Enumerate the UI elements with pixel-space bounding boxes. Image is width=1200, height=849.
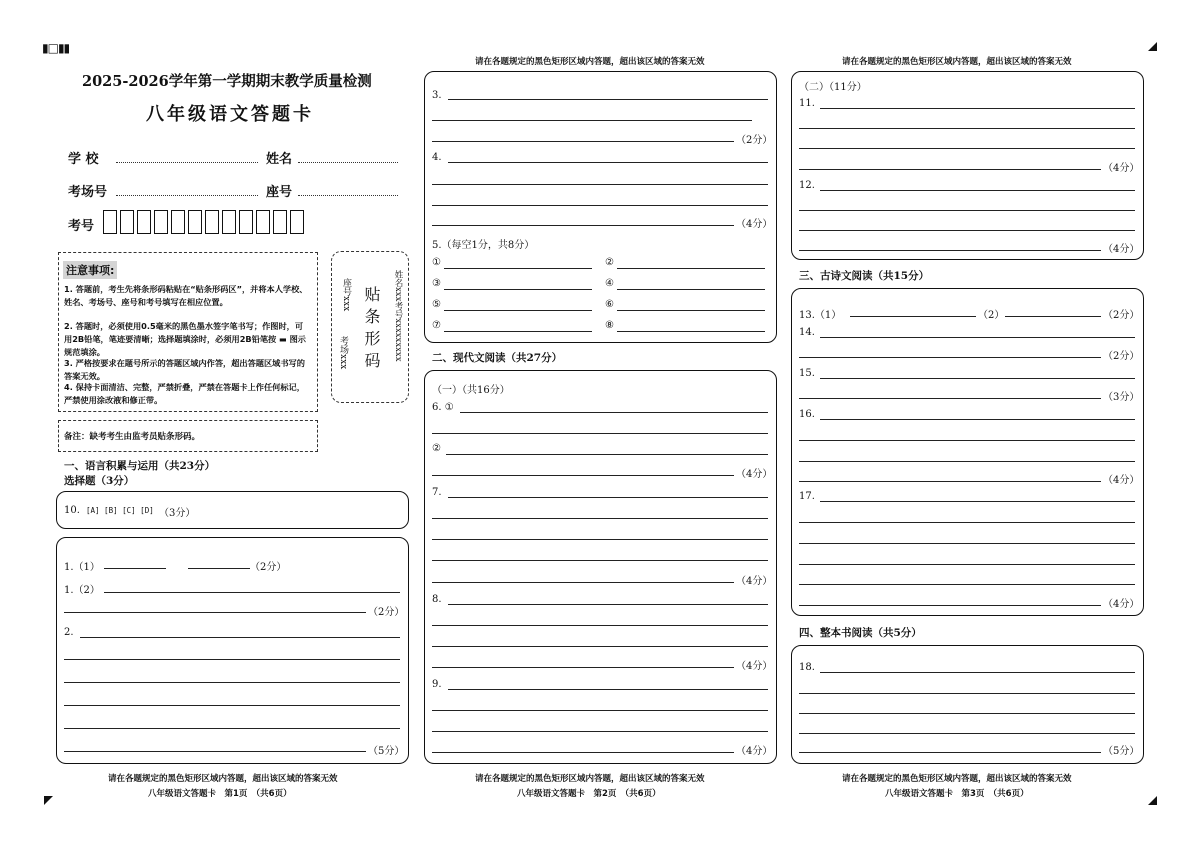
- q7-answer[interactable]: [432, 560, 768, 561]
- section-3-title: 三、古诗文阅读（共15分）: [799, 270, 930, 282]
- barcode-name-id: 姓名xxx考号xxxxxxxxx: [393, 270, 403, 362]
- part-2-label: （二）（11分）: [799, 82, 867, 93]
- q5-answer-4[interactable]: [617, 289, 765, 290]
- q4-answer[interactable]: [448, 162, 768, 163]
- q3-answer[interactable]: [432, 120, 752, 121]
- q18-answer[interactable]: [799, 733, 1135, 734]
- q7-answer[interactable]: [448, 497, 768, 498]
- section-1-title: 一、语言积累与运用（共23分）: [64, 460, 216, 472]
- q17-answer[interactable]: [799, 584, 1135, 585]
- q3-number: 3.: [432, 90, 442, 101]
- q5-mark-1: ①: [432, 257, 441, 268]
- q18-answer[interactable]: [799, 752, 1101, 753]
- q16-answer[interactable]: [820, 419, 1135, 420]
- school-field[interactable]: [116, 162, 258, 163]
- q17-answer[interactable]: [799, 543, 1135, 544]
- q4-answer[interactable]: [432, 205, 768, 206]
- q11-answer[interactable]: [799, 148, 1135, 149]
- q5-mark-2: ②: [605, 257, 614, 268]
- id-box[interactable]: [103, 210, 117, 234]
- id-box[interactable]: [256, 210, 270, 234]
- barcode-room: 考场xxx: [338, 336, 348, 370]
- q10-options[interactable]: [A] [B] [C] [D]: [86, 506, 154, 515]
- q12-number: 12.: [799, 180, 815, 191]
- page-3-footer: 八年级语文答题卡 第3页 （共6页）: [885, 789, 1029, 799]
- notice-item: 4. 保持卡面清洁、完整，严禁折叠，严禁在答题卡上作任何标记，严禁使用涂改液和修正带。: [64, 382, 305, 405]
- id-box[interactable]: [137, 210, 151, 234]
- q15-answer[interactable]: [820, 378, 1135, 379]
- q7-points: （4分）: [736, 576, 773, 587]
- q13-number: 13.（1）: [799, 310, 842, 321]
- q3-answer[interactable]: [432, 141, 734, 142]
- q15-number: 15.: [799, 368, 815, 379]
- q17-answer[interactable]: [799, 605, 1101, 606]
- region-note-bottom-3: 请在各题规定的黑色矩形区域内答题，超出该区域的答案无效: [842, 774, 1072, 784]
- region-note-bottom-2: 请在各题规定的黑色矩形区域内答题，超出该区域的答案无效: [475, 774, 705, 784]
- q9-answer[interactable]: [448, 689, 768, 690]
- id-box[interactable]: [290, 210, 304, 234]
- q5-answer-8[interactable]: [617, 331, 765, 332]
- q9-answer[interactable]: [432, 752, 734, 753]
- bottom-left-mark: [44, 796, 53, 805]
- q6-points: （4分）: [736, 469, 773, 480]
- section-4-title: 四、整本书阅读（共5分）: [799, 627, 922, 639]
- q1-q2-box: [56, 537, 409, 764]
- seat-field[interactable]: [298, 195, 398, 196]
- q3-answer[interactable]: [448, 99, 768, 100]
- q5-answer-2[interactable]: [617, 268, 765, 269]
- q12-answer[interactable]: [799, 230, 1135, 231]
- q8-answer[interactable]: [432, 667, 734, 668]
- q5-label: 5.（每空1分，共8分）: [432, 240, 535, 251]
- q11-q12-box: [791, 71, 1144, 260]
- q1-2-answer[interactable]: [104, 592, 400, 593]
- q5-mark-4: ④: [605, 278, 614, 289]
- notice-item: 1. 答题前，考生先将条形码粘贴在“贴条形码区”，并将本人学校、姓名、考场号、座号和考号填写在相应位置。: [64, 284, 308, 307]
- top-left-mark: ▮□▮▮: [42, 41, 70, 55]
- q16-answer[interactable]: [799, 440, 1135, 441]
- q18-answer[interactable]: [799, 693, 1135, 694]
- q8-number: 8.: [432, 594, 442, 605]
- bottom-right-mark: [1148, 796, 1157, 805]
- q2-answer[interactable]: [64, 728, 400, 729]
- region-note-top-2: 请在各题规定的黑色矩形区域内答题，超出该区域的答案无效: [475, 57, 705, 67]
- room-label: 考场号: [68, 185, 108, 200]
- id-box[interactable]: [120, 210, 134, 234]
- q15-points: （3分）: [1103, 392, 1140, 403]
- id-box[interactable]: [171, 210, 185, 234]
- exam-title: 2025-2026学年第一学期期末教学质量检测: [82, 73, 372, 90]
- q17-points: （4分）: [1103, 599, 1140, 610]
- q1-2-number: 1.（2）: [64, 585, 100, 596]
- choice-label: 选择题（3分）: [64, 475, 135, 487]
- part-1-label: （一）（共16分）: [432, 385, 510, 396]
- q11-answer[interactable]: [799, 169, 1101, 170]
- q14-answer[interactable]: [799, 357, 1101, 358]
- notice-item: 2. 答题时，必须使用0.5毫米的黑色墨水签字笔书写；作图时，可用2B铅笔，笔迹要清晰；选择题填涂时，必须用2B铅笔按 ▬ 图示规范填涂。: [64, 321, 306, 357]
- q5-answer-1[interactable]: [444, 268, 592, 269]
- q12-answer[interactable]: [799, 210, 1135, 211]
- q4-points: （4分）: [736, 219, 773, 230]
- q6-answer[interactable]: [432, 433, 768, 434]
- q8-points: （4分）: [736, 661, 773, 672]
- q5-mark-6: ⑥: [605, 299, 614, 310]
- q17-answer[interactable]: [799, 522, 1135, 523]
- q11-answer[interactable]: [799, 128, 1135, 129]
- name-field[interactable]: [298, 162, 398, 163]
- q16-answer[interactable]: [799, 481, 1101, 482]
- q12-answer[interactable]: [820, 190, 1135, 191]
- q4-number: 4.: [432, 152, 442, 163]
- q6-answer[interactable]: [446, 454, 768, 455]
- q8-answer[interactable]: [432, 646, 768, 647]
- section-2-title: 二、现代文阅读（共27分）: [432, 352, 563, 364]
- q16-number: 16.: [799, 409, 815, 420]
- q14-number: 14.: [799, 327, 815, 338]
- q13-answer-1[interactable]: [850, 316, 976, 317]
- q5-mark-5: ⑤: [432, 299, 441, 310]
- q5-answer-7[interactable]: [444, 331, 592, 332]
- q12-points: （4分）: [1103, 244, 1140, 255]
- q18-answer[interactable]: [799, 713, 1135, 714]
- remark-text: 备注：缺考考生由监考员贴条形码。: [64, 432, 201, 442]
- q2-answer[interactable]: [64, 751, 366, 752]
- q18-points: （5分）: [1103, 746, 1140, 757]
- q2-points: （5分）: [368, 746, 405, 757]
- q5-answer-6[interactable]: [617, 310, 765, 311]
- card-subtitle: 八年级语文答题卡: [146, 104, 314, 125]
- q2-answer[interactable]: [64, 705, 400, 706]
- q6-answer[interactable]: [432, 475, 734, 476]
- id-box[interactable]: [239, 210, 253, 234]
- q6-mark-2: ②: [432, 443, 441, 454]
- top-right-mark: [1148, 42, 1157, 51]
- q13-answer-2[interactable]: [1005, 316, 1101, 317]
- q16-answer[interactable]: [799, 461, 1135, 462]
- barcode-paste-label: 贴条形码: [362, 286, 381, 374]
- seat-label: 座号: [266, 185, 293, 200]
- q2-answer[interactable]: [64, 682, 400, 683]
- q17-answer[interactable]: [799, 564, 1135, 565]
- q9-number: 9.: [432, 679, 442, 690]
- q9-answer[interactable]: [432, 710, 768, 711]
- q2-number: 2.: [64, 627, 74, 638]
- q3-q5-box: [424, 71, 777, 343]
- q12-answer[interactable]: [799, 250, 1101, 251]
- q10-number: 10.: [64, 505, 80, 516]
- notice-title: 注意事项:: [63, 261, 117, 279]
- q6-answer[interactable]: [460, 412, 768, 413]
- q13-mark-2: （2）: [978, 310, 1005, 321]
- q14-points: （2分）: [1103, 351, 1140, 362]
- q1-2-answer[interactable]: [64, 612, 366, 613]
- q18-box: [791, 645, 1144, 764]
- page-1-footer: 八年级语文答题卡 第1页 （共6页）: [148, 789, 292, 799]
- q5-mark-8: ⑧: [605, 320, 614, 331]
- q9-answer[interactable]: [432, 731, 768, 732]
- q15-answer[interactable]: [799, 398, 1101, 399]
- q1-1-answer-a[interactable]: [104, 568, 166, 569]
- q8-answer[interactable]: [432, 625, 768, 626]
- q9-points: （4分）: [736, 746, 773, 757]
- q11-number: 11.: [799, 98, 815, 109]
- q14-answer[interactable]: [820, 337, 1135, 338]
- q2-answer[interactable]: [80, 637, 400, 638]
- q1-1-points: （2分）: [250, 562, 287, 573]
- q6-number: 6. ①: [432, 402, 454, 413]
- q1-2-points: （2分）: [368, 607, 405, 618]
- q5-answer-3[interactable]: [444, 289, 592, 290]
- page-2-footer: 八年级语文答题卡 第2页 （共6页）: [517, 789, 661, 799]
- id-box[interactable]: [188, 210, 202, 234]
- q4-answer[interactable]: [432, 184, 768, 185]
- q16-points: （4分）: [1103, 475, 1140, 486]
- q17-number: 17.: [799, 491, 815, 502]
- id-box[interactable]: [205, 210, 219, 234]
- q10-points: （3分）: [159, 508, 196, 519]
- q1-1-answer-b[interactable]: [188, 568, 250, 569]
- q6-q9-box: [424, 370, 777, 764]
- q2-answer[interactable]: [64, 659, 400, 660]
- region-note-top-3: 请在各题规定的黑色矩形区域内答题，超出该区域的答案无效: [842, 57, 1072, 67]
- region-note-bottom-1: 请在各题规定的黑色矩形区域内答题，超出该区域的答案无效: [108, 774, 338, 784]
- q13-points: （2分）: [1103, 310, 1140, 321]
- id-label: 考号: [68, 219, 95, 234]
- id-box[interactable]: [222, 210, 236, 234]
- id-box[interactable]: [154, 210, 168, 234]
- q18-number: 18.: [799, 662, 815, 673]
- id-box[interactable]: [273, 210, 287, 234]
- q1-1-number: 1.（1）: [64, 562, 100, 573]
- q7-answer[interactable]: [432, 539, 768, 540]
- q3-points: （2分）: [736, 135, 773, 146]
- q7-number: 7.: [432, 487, 442, 498]
- name-label: 姓名: [266, 152, 293, 167]
- q7-answer[interactable]: [432, 582, 734, 583]
- q5-mark-3: ③: [432, 278, 441, 289]
- notice-item: 3. 严格按要求在题号所示的答题区域内作答，超出答题区域书写的答案无效。: [64, 358, 305, 381]
- q11-points: （4分）: [1103, 163, 1140, 174]
- room-field[interactable]: [116, 195, 258, 196]
- q4-answer[interactable]: [432, 225, 734, 226]
- school-label: 学 校: [68, 152, 99, 167]
- q18-answer[interactable]: [820, 672, 1135, 673]
- q5-mark-7: ⑦: [432, 320, 441, 331]
- q17-answer[interactable]: [820, 501, 1135, 502]
- q5-answer-5[interactable]: [444, 310, 592, 311]
- q7-answer[interactable]: [432, 518, 768, 519]
- q11-answer[interactable]: [820, 108, 1135, 109]
- barcode-seat: 座号xxx: [341, 278, 351, 312]
- q8-answer[interactable]: [448, 604, 768, 605]
